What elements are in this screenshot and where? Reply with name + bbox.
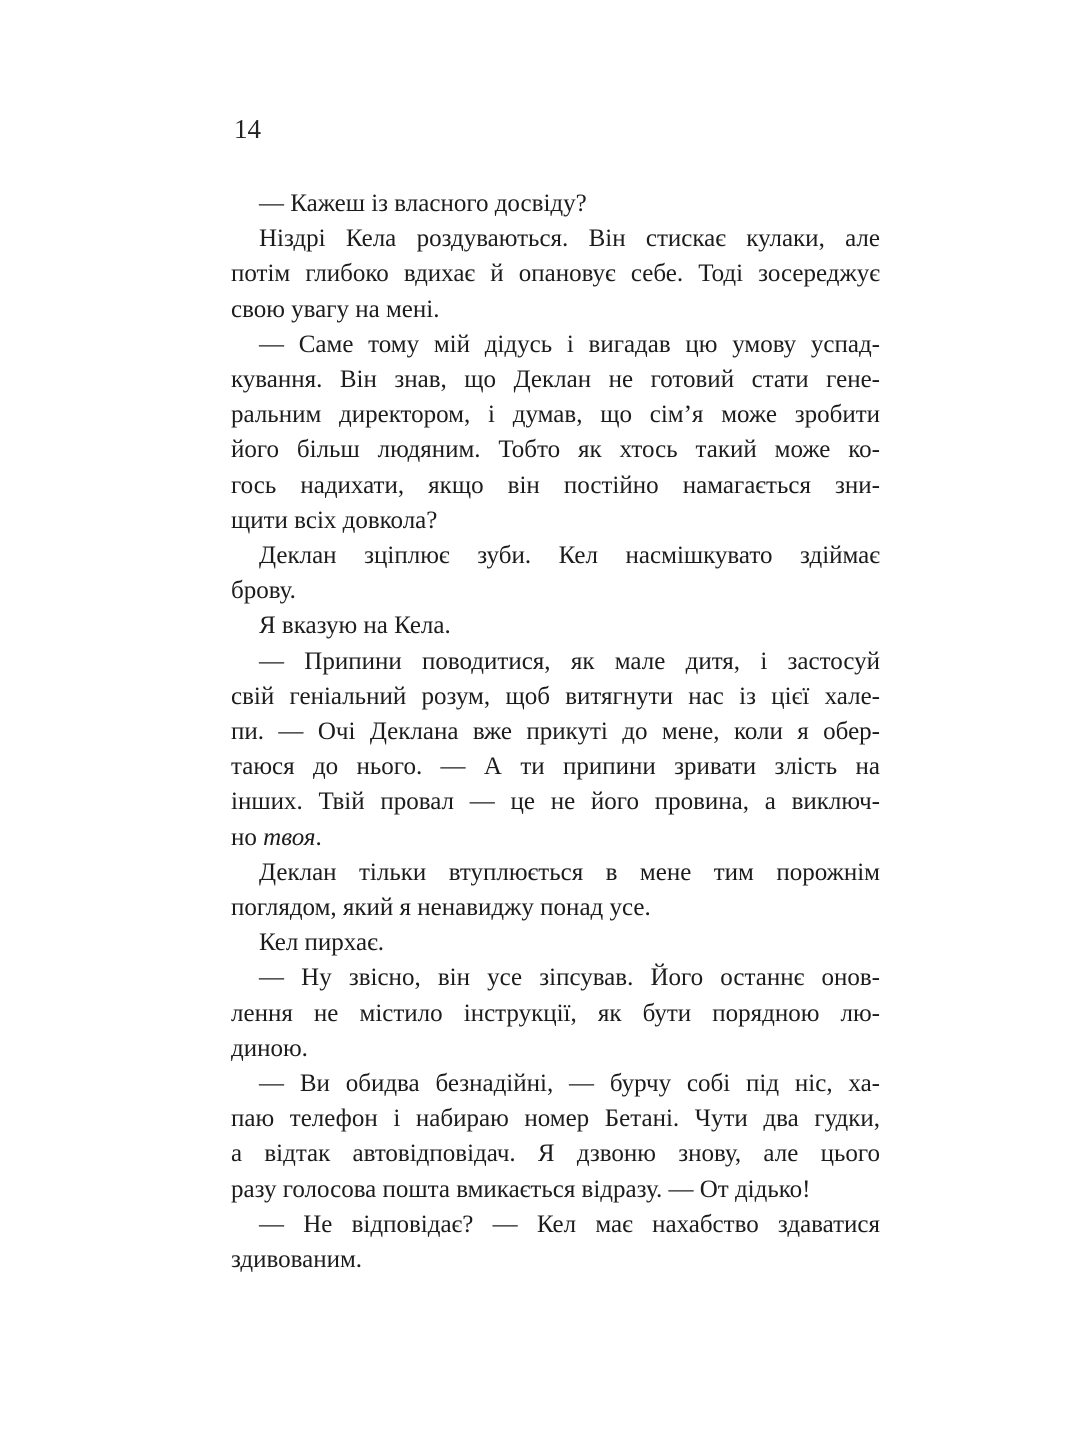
text-line: інших. Твій провал — це не його провина, а виключ- — [231, 788, 880, 816]
paragraph — [231, 608, 880, 643]
text-line: кування. Він знав, що Деклан не готовий стати гене- — [231, 366, 880, 394]
body-text — [231, 186, 880, 1277]
text-line: — Не відповідає? — Кел має нахабство здаватися — [259, 1210, 880, 1238]
text-line: Ніздрі Кела роздуваються. Він стискає кулаки, але — [259, 225, 880, 253]
text-line: поглядом, який я ненавиджу понад усе. — [231, 894, 651, 922]
paragraph — [231, 960, 880, 1066]
paragraph — [231, 1066, 880, 1207]
text-line: пи. — Очі Деклана вже прикуті до мене, коли я обер- — [231, 718, 880, 746]
text-line: паю телефон і набираю номер Бетані. Чути два гудки, — [231, 1105, 880, 1133]
text-line: разу голосова пошта вмикається відразу. — От дідько! — [231, 1175, 811, 1203]
paragraph — [231, 186, 880, 221]
text-line: свою увагу на мені. — [231, 295, 440, 323]
text-line: Деклан зціплює зуби. Кел насмішкувато здіймає — [259, 542, 880, 570]
text-line: — Ну звісно, він усе зіпсував. Його останнє онов- — [259, 964, 880, 992]
paragraph — [231, 327, 880, 538]
text-line: — Ви обидва безнадійні, — бурчу собі під ніс, ха- — [259, 1070, 880, 1098]
page-number: 14 — [234, 114, 261, 144]
text-segment: . — [315, 823, 322, 851]
paragraph — [231, 855, 880, 925]
paragraph — [231, 221, 880, 327]
text-line: Я вказую на Кела. — [259, 612, 451, 640]
text-line: Деклан тільки втуплюється в мене тим порожнім — [259, 858, 880, 886]
text-line: — Кажеш із власного досвіду? — [259, 190, 587, 217]
paragraph — [231, 1207, 880, 1277]
text-line: лення не містило інструкції, як бути порядною лю- — [231, 999, 880, 1027]
text-segment: но — [231, 823, 264, 851]
text-line — [231, 820, 880, 855]
text-line: — Саме тому мій дідусь і вигадав цю умову успад- — [259, 330, 880, 358]
text-line: а відтак автовідповідач. Я дзвоню знову, але цього — [231, 1140, 880, 1168]
text-line: таюся до нього. — А ти припини зривати злість на — [231, 753, 880, 781]
text-line: Кел пирхає. — [259, 929, 385, 957]
text-line: потім глибоко вдихає й опановує себе. Тоді зосереджує — [231, 260, 880, 288]
text-line: свій геніальний розум, щоб витягнути нас із цієї хале- — [231, 682, 880, 710]
text-line: брову. — [231, 577, 296, 605]
paragraph — [231, 538, 880, 608]
text-line: ральним директором, і думав, що сім’я може зробити — [231, 401, 880, 429]
paragraph — [231, 925, 880, 960]
italic-text-segment: твоя — [263, 823, 316, 851]
text-line: гось надихати, якщо він постійно намагається зни- — [231, 471, 880, 499]
text-line: здивованим. — [231, 1246, 363, 1274]
text-line: щити всіх довкола? — [231, 506, 438, 534]
text-line: диною. — [231, 1034, 308, 1062]
text-line: — Припини поводитися, як мале дитя, і застосуй — [259, 647, 880, 675]
text-line: його більш людяним. Тобто як хтось такий може ко- — [231, 436, 880, 464]
paragraph — [231, 644, 880, 855]
